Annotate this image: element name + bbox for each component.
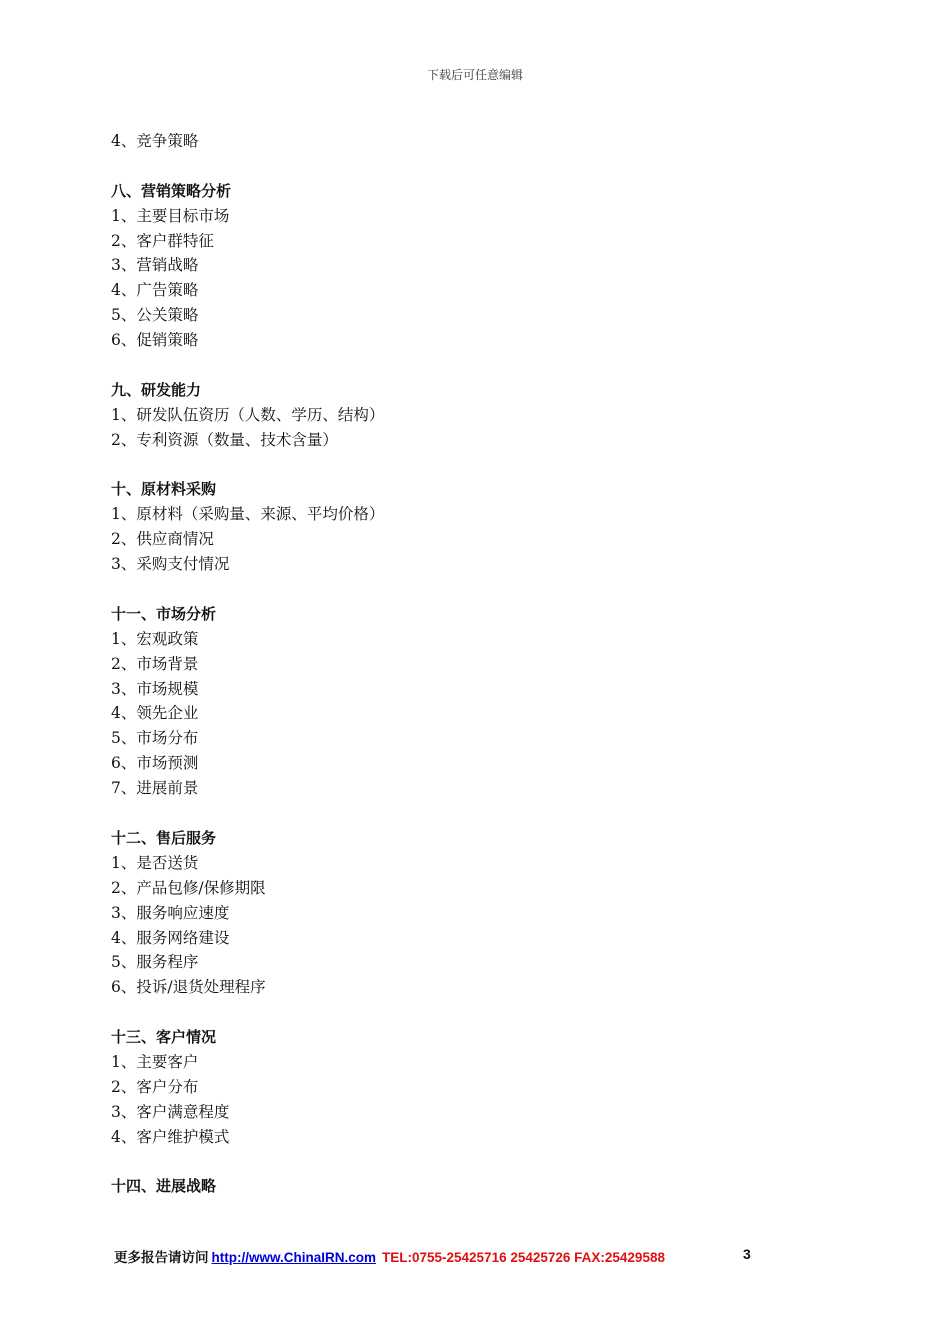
list-item: 4、领先企业 — [111, 704, 199, 723]
spacer — [111, 577, 831, 602]
list-item: 2、专利资源（数量、技术含量） — [111, 430, 338, 449]
list-item: 4、广告策略 — [111, 281, 199, 300]
list-item: 4、服务网络建设 — [111, 928, 230, 947]
list-item: 7、进展前景 — [111, 779, 199, 798]
list-item: 2、供应商情况 — [111, 530, 214, 549]
list-item: 2、产品包修/保修期限 — [111, 878, 266, 897]
section-heading: 九、研发能力 — [111, 380, 202, 399]
spacer — [111, 154, 831, 179]
list-item: 6、投诉/退货处理程序 — [111, 978, 266, 997]
document-body — [111, 129, 831, 1199]
list-item: 5、公关策略 — [111, 306, 199, 325]
list-item: 1、原材料（采购量、来源、平均价格） — [111, 505, 385, 524]
section-heading: 十四、进展战略 — [111, 1177, 217, 1196]
list-item: 1、主要目标市场 — [111, 206, 230, 225]
spacer — [111, 1150, 831, 1175]
section-heading: 八、营销策略分析 — [111, 181, 232, 200]
list-item: 1、宏观政策 — [111, 629, 199, 648]
section-heading: 十一、市场分析 — [111, 604, 217, 623]
list-item: 5、市场分布 — [111, 729, 199, 748]
list-item: 6、促销策略 — [111, 331, 199, 350]
spacer — [111, 453, 831, 478]
footer-website-link[interactable]: http://www.ChinaIRN.com — [211, 1250, 376, 1265]
list-item: 3、客户满意程度 — [111, 1102, 230, 1121]
list-item: 2、市场背景 — [111, 654, 199, 673]
page-number: 3 — [743, 1246, 751, 1262]
list-item: 3、采购支付情况 — [111, 555, 230, 574]
list-item: 4、竞争策略 — [111, 132, 199, 150]
list-item: 3、市场规模 — [111, 679, 199, 698]
list-item: 1、研发队伍资历（人数、学历、结构） — [111, 405, 385, 424]
section-heading: 十三、客户情况 — [111, 1028, 217, 1047]
page-footer — [114, 1246, 774, 1266]
footer-contact-info: TEL:0755-25425716 25425726 FAX:25429588 — [382, 1250, 665, 1265]
list-item: 1、主要客户 — [111, 1052, 199, 1071]
list-item: 2、客户分布 — [111, 1077, 199, 1096]
list-item: 3、营销战略 — [111, 256, 199, 275]
list-item: 1、是否送货 — [111, 853, 199, 872]
list-item: 2、客户群特征 — [111, 231, 214, 250]
page-header: 下载后可任意编辑 — [426, 68, 523, 82]
list-item: 6、市场预测 — [111, 754, 199, 773]
section-heading: 十、原材料采购 — [111, 480, 217, 499]
list-item: 4、客户维护模式 — [111, 1127, 230, 1146]
list-item: 3、服务响应速度 — [111, 903, 230, 922]
spacer — [111, 353, 831, 378]
list-item: 5、服务程序 — [111, 953, 199, 972]
section-heading: 十二、售后服务 — [111, 828, 217, 847]
spacer — [111, 801, 831, 826]
footer-prefix: 更多报告请访问 — [114, 1250, 209, 1265]
spacer — [111, 1000, 831, 1025]
